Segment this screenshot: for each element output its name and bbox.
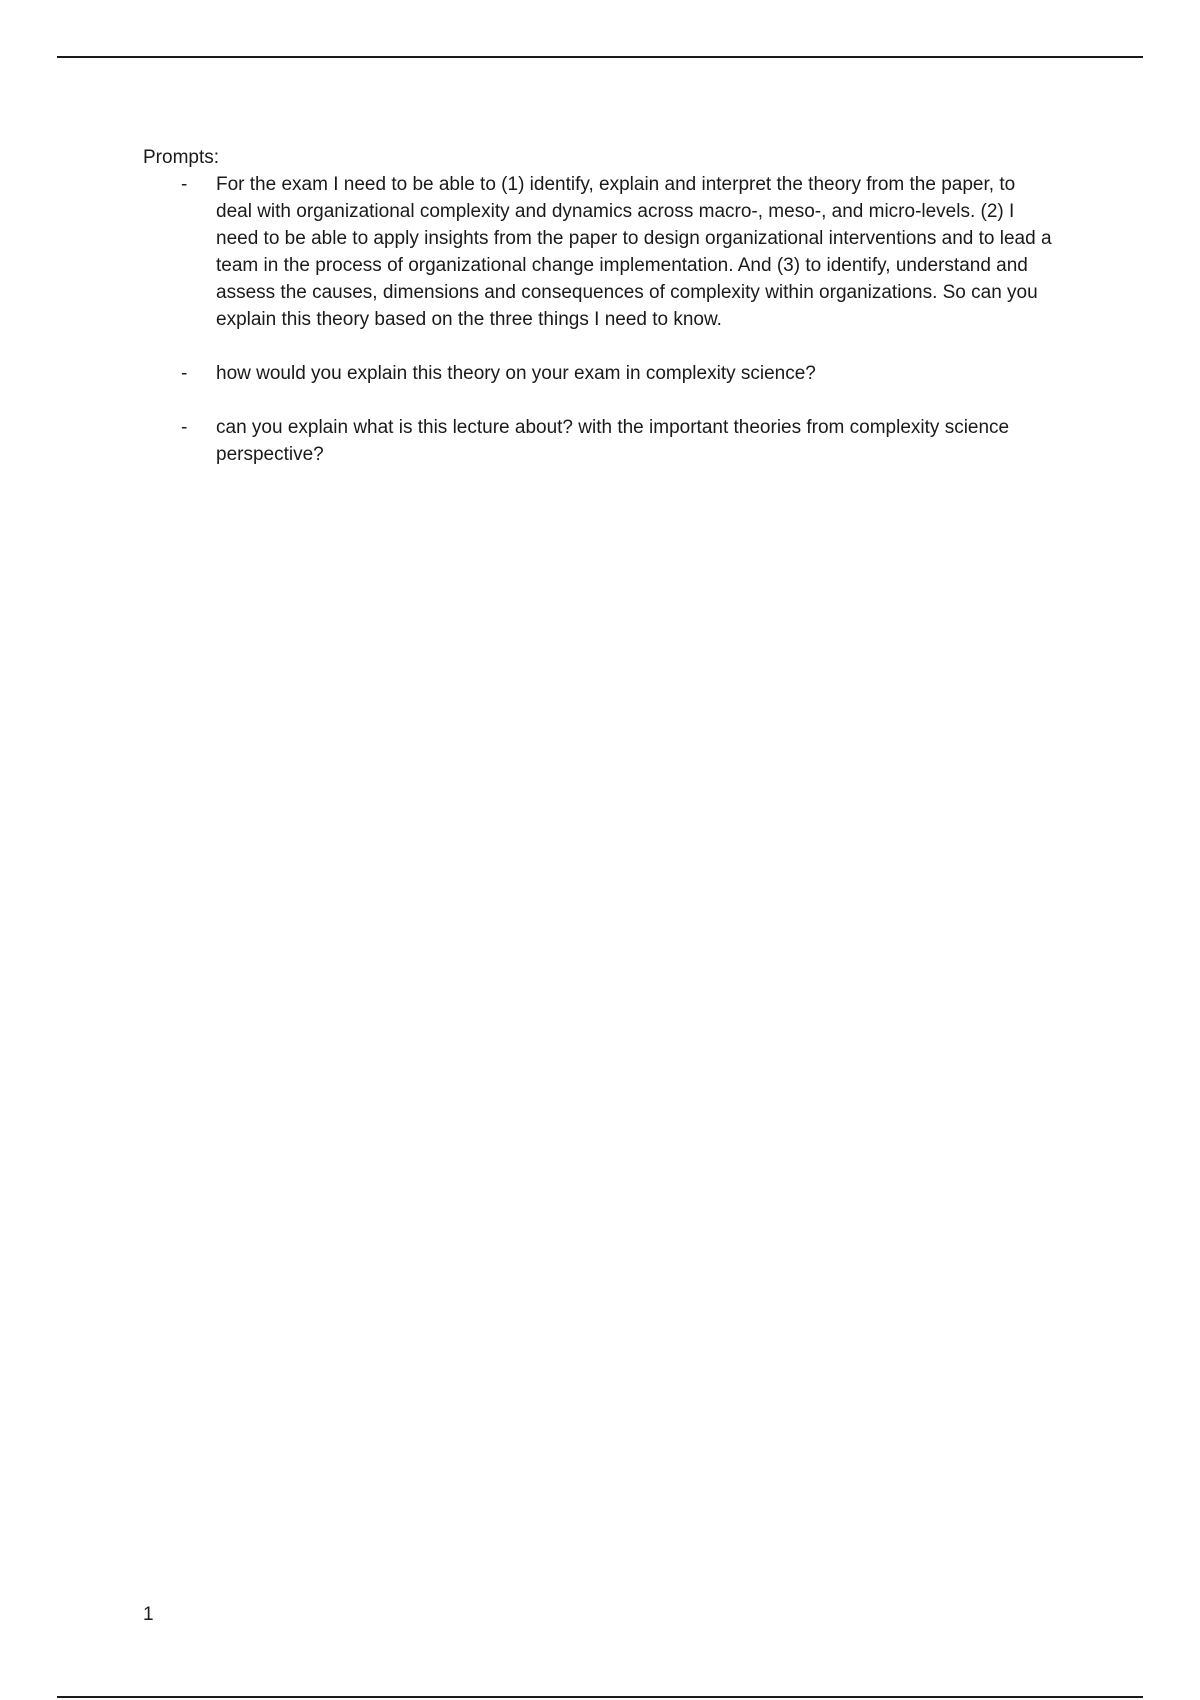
document-body (143, 144, 1063, 495)
prompt-text: how would you explain this theory on your exam in complexity science? (216, 363, 816, 384)
bullet-dash: - (181, 417, 188, 438)
prompts-heading: Prompts: (143, 147, 220, 168)
page-number: 1 (143, 1604, 154, 1625)
footer-rule (57, 1696, 1143, 1698)
prompt-item-3 (143, 414, 1063, 468)
header-rule (57, 56, 1143, 58)
prompt-text: For the exam I need to be able to (1) identify, explain and interpret the theory from the paper, to deal with organizational complexity and dynamics across macro-, meso-, and micro-levels. (2) I need to be able to apply insights from the paper to design organizational interventions and to lead a team in the process of organizational change implementation. And (3) to identify, understand and assess the causes, dimensions and consequences of complexity within organizations. So can you explain this theory based on the three things I need to know. (216, 174, 1052, 330)
prompt-text: can you explain what is this lecture about? with the important theories from complexity science perspective? (216, 417, 1010, 465)
bullet-dash: - (181, 174, 188, 195)
prompt-list (143, 171, 1063, 468)
prompt-item-2 (143, 360, 1063, 387)
prompt-item-1 (143, 171, 1063, 333)
bullet-dash: - (181, 363, 188, 384)
